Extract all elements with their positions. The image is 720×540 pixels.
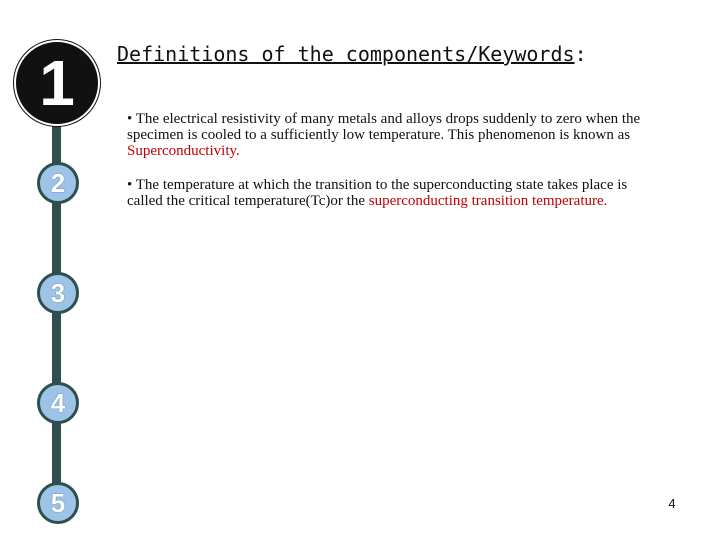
slide-title-colon: : [574, 42, 587, 66]
bullet-text: The electrical resistivity of many metals and alloys drops suddenly to zero when the specimen is cooled to a sufficiently low temperature. This phenomenon is known as [127, 111, 641, 143]
page-number: 4 [668, 496, 676, 511]
bullet-highlight: superconducting transition temperature. [368, 193, 608, 209]
step-1-label: 1 [39, 47, 75, 119]
step-3[interactable] [37, 272, 79, 314]
bullet-marker: • [127, 177, 133, 193]
step-5[interactable] [37, 482, 79, 524]
step-2[interactable] [37, 162, 79, 204]
definition-bullet-1 [127, 111, 657, 159]
bullet-marker: • [127, 111, 133, 127]
step-5-label: 5 [50, 487, 66, 518]
slide-title [117, 42, 587, 66]
definition-bullet-2 [127, 177, 657, 209]
bullet-highlight: Superconductivity. [127, 143, 240, 159]
step-4-label: 4 [50, 387, 66, 418]
step-3-label: 3 [50, 277, 66, 308]
step-2-label: 2 [50, 167, 66, 198]
bullet-text: The temperature at which the transition to the superconducting state takes place is called the critical temperature(Tc)or the [127, 177, 628, 209]
step-1-active[interactable] [14, 40, 100, 126]
slide-title-text: Definitions of the components/Keywords [117, 42, 575, 66]
step-4[interactable] [37, 382, 79, 424]
